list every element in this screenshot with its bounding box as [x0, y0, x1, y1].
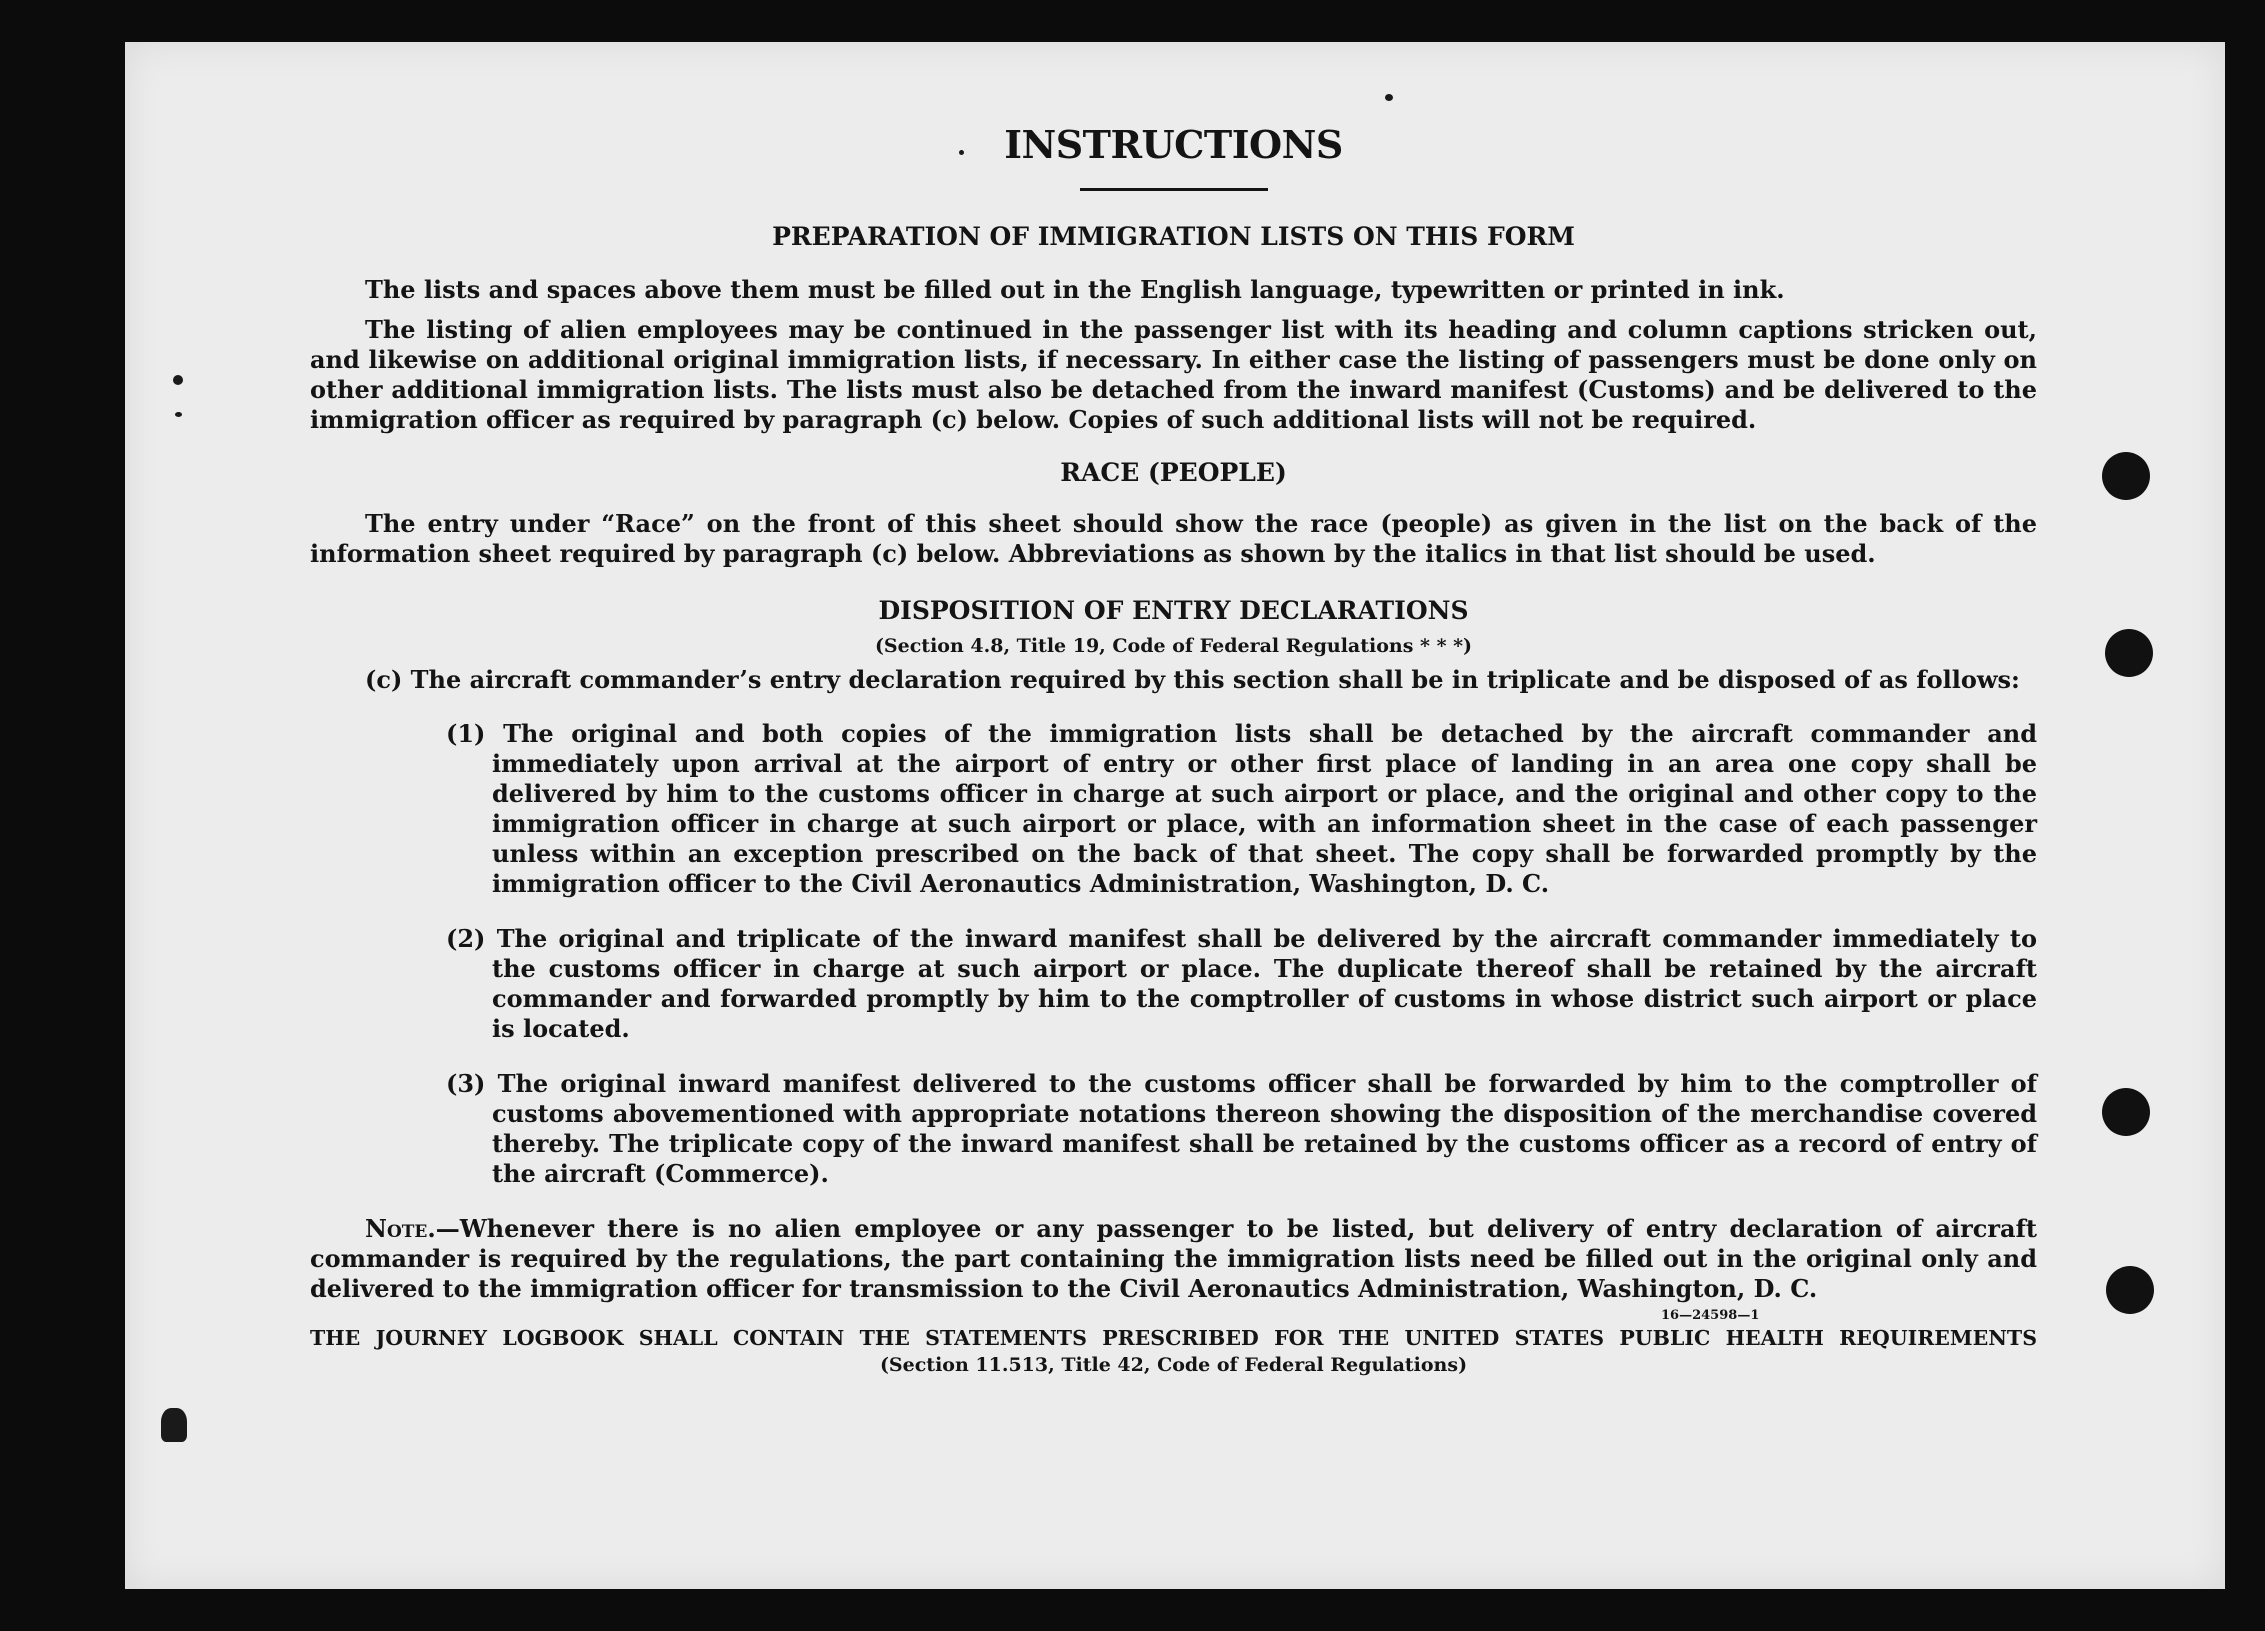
speck-mark: [161, 1408, 187, 1442]
disposition-intro: (c) The aircraft commander’s entry declaration required by this section shall be in triplicate and be disposed of as follows:: [365, 665, 2020, 694]
speck-mark: [1385, 94, 1393, 101]
note-paragraph: [310, 1214, 2037, 1304]
title-underline: [1080, 188, 1268, 191]
journey-citation: (Section 11.513, Title 42, Code of Federal Regulations): [879, 1354, 1468, 1376]
preparation-paragraph-2: The listing of alien employees may be continued in the passenger list with its heading and column captions stricken out, and likewise on additional original immigration lists, if necessary. In either case the listing of passengers must be done only on other additional immigration lists. The lists must also be detached from the inward manifest (Customs) and be delivered to the immigration officer as required by paragraph (c) below. Copies of such additional lists will not be required.: [310, 315, 2037, 434]
instructions-content: [310, 122, 2037, 1378]
form-number: 16—24598—1: [1661, 1308, 1760, 1323]
punch-hole-3: [2102, 1088, 2150, 1136]
page-title: INSTRUCTIONS: [1004, 122, 1343, 167]
punch-hole-1: [2102, 452, 2150, 500]
note-label: Note.: [365, 1214, 436, 1243]
preparation-paragraph-1: The lists and spaces above them must be filled out in the English language, typewritten or printed in ink.: [365, 275, 1785, 304]
preparation-heading: PREPARATION OF IMMIGRATION LISTS ON THIS FORM: [772, 222, 1575, 251]
punch-hole-4: [2106, 1266, 2154, 1314]
note-text: —Whenever there is no alien employee or any passenger to be listed, but delivery of entry declaration of aircraft commander is required by the regulations, the part containing the immigration lists need be filled out in the original only and delivered to the immigration officer for transmission to the Civil Aeronautics Administration, Washington, D. C.: [310, 1214, 2037, 1303]
punch-hole-2: [2105, 629, 2153, 677]
disposition-citation: (Section 4.8, Title 19, Code of Federal Regulations * * *): [874, 635, 1473, 657]
race-heading: RACE (PEOPLE): [1060, 458, 1287, 487]
disposition-item-3: (3) The original inward manifest delivered to the customs officer shall be forwarded by him to the comptroller of customs abovementioned with appropriate notations thereon showing the disposition of the merchandise covered thereby. The triplicate copy of the inward manifest shall be retained by the customs officer as a record of entry of the aircraft (Commerce).: [446, 1069, 2037, 1188]
speck-mark: [175, 412, 182, 417]
speck-mark: [173, 375, 183, 385]
journey-logbook-line: THE JOURNEY LOGBOOK SHALL CONTAIN THE STATEMENTS PRESCRIBED FOR THE UNITED STATES PUBLIC HEALTH REQUIREMENTS: [310, 1326, 2037, 1350]
disposition-heading: DISPOSITION OF ENTRY DECLARATIONS: [878, 596, 1469, 625]
disposition-item-1: (1) The original and both copies of the immigration lists shall be detached by the aircraft commander and immediately upon arrival at the airport of entry or other first place of landing in an area one copy shall be delivered by him to the customs officer in charge at such airport or place, and the original and other copy to the immigration officer in charge at such airport or place, with an information sheet in the case of each passenger unless within an exception prescribed on the back of that sheet. The copy shall be forwarded promptly by the immigration officer to the Civil Aeronautics Administration, Washington, D. C.: [446, 719, 2037, 898]
race-paragraph: The entry under “Race” on the front of this sheet should show the race (people) as given in the list on the back of the information sheet required by paragraph (c) below. Abbreviations as shown by the italics in that list should be used.: [310, 509, 2037, 568]
disposition-item-2: (2) The original and triplicate of the inward manifest shall be delivered by the aircraft commander immediately to the customs officer in charge at such airport or place. The duplicate thereof shall be retained by the aircraft commander and forwarded promptly by him to the comptroller of customs in whose district such airport or place is located.: [446, 924, 2037, 1043]
document-sheet: [125, 42, 2225, 1589]
